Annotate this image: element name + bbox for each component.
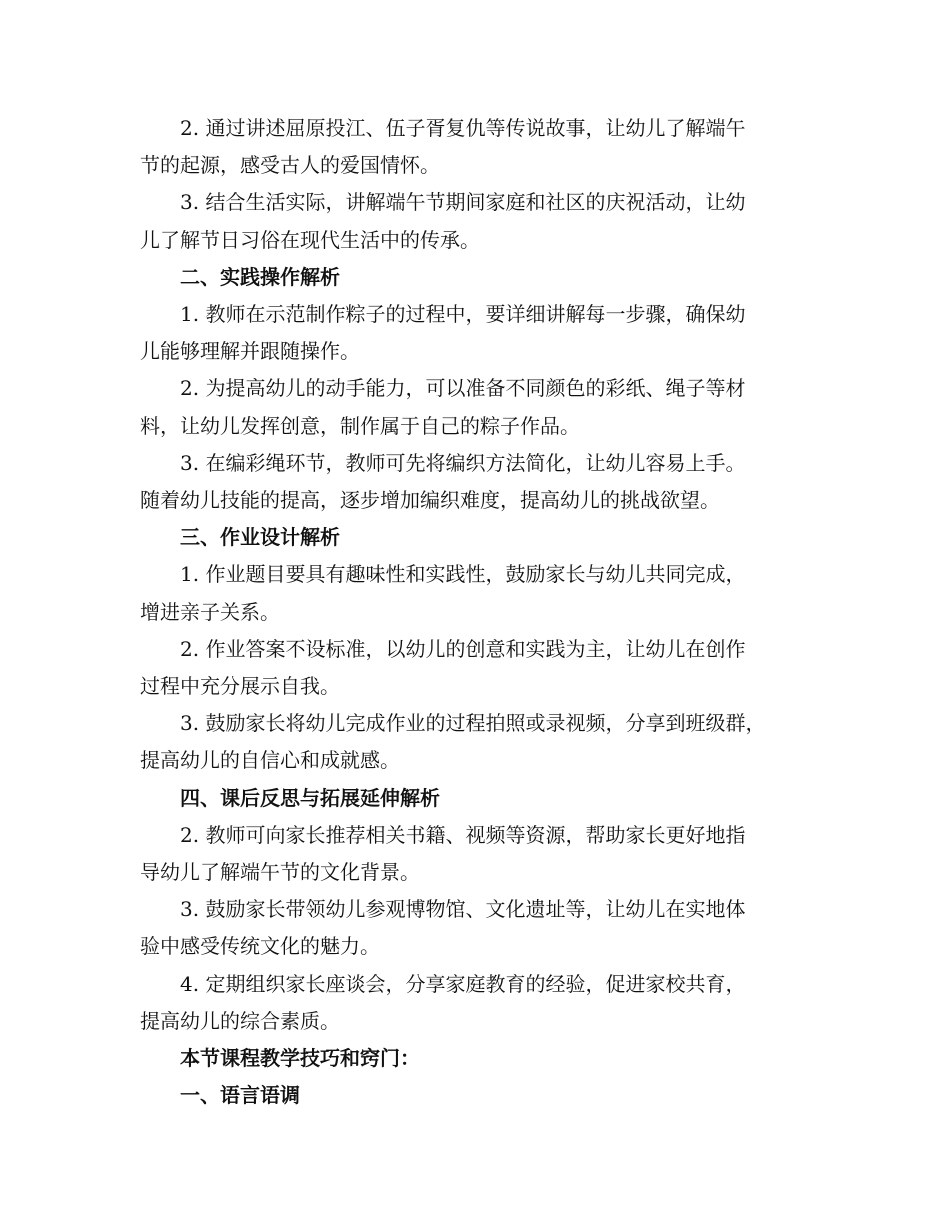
section-heading (140, 259, 810, 296)
paragraph (140, 631, 810, 705)
heading-text: 二、实践操作解析 (180, 264, 340, 289)
paragraph (140, 817, 810, 891)
heading-text: 本节课程教学技巧和窍门： (180, 1046, 420, 1071)
text-line: 3. 结合生活实际，讲解端午节期间家庭和社区的庆祝活动，让幼 (180, 190, 746, 215)
paragraph (140, 966, 810, 1040)
heading-text: 四、课后反思与拓展延伸解析 (180, 785, 440, 810)
text-line: 2. 为提高幼儿的动手能力，可以准备不同颜色的彩纸、绳子等材 (180, 376, 746, 401)
text-line: 随着幼儿技能的提高，逐步增加编织难度，提高幼儿的挑战欲望。 (140, 488, 720, 513)
text-line: 3. 鼓励家长将幼儿完成作业的过程拍照或录视频，分享到班级群， (180, 711, 766, 736)
text-line: 1. 作业题目要具有趣味性和实践性，鼓励家长与幼儿共同完成， (180, 562, 746, 587)
paragraph (140, 296, 810, 370)
section-heading (140, 1077, 810, 1114)
paragraph (140, 184, 810, 258)
text-line: 节的起源，感受古人的爱国情怀。 (140, 153, 440, 178)
text-line: 2. 教师可向家长推荐相关书籍、视频等资源，帮助家长更好地指 (180, 822, 746, 847)
paragraph (140, 110, 810, 184)
paragraph (140, 556, 810, 630)
heading-text: 一、语言语调 (180, 1083, 300, 1108)
section-heading (140, 519, 810, 556)
paragraph (140, 370, 810, 444)
text-line: 3. 在编彩绳环节，教师可先将编织方法简化，让幼儿容易上手。 (180, 450, 746, 475)
text-line: 导幼儿了解端午节的文化背景。 (140, 860, 420, 885)
text-line: 提高幼儿的自信心和成就感。 (140, 748, 400, 773)
text-line: 料，让幼儿发挥创意，制作属于自己的粽子作品。 (140, 413, 580, 438)
paragraph (140, 705, 810, 779)
text-line: 2. 作业答案不设标准，以幼儿的创意和实践为主，让幼儿在创作 (180, 636, 746, 661)
text-line: 儿了解节日习俗在现代生活中的传承。 (140, 227, 480, 252)
text-line: 1. 教师在示范制作粽子的过程中，要详细讲解每一步骤，确保幼 (180, 302, 746, 327)
text-line: 提高幼儿的综合素质。 (140, 1008, 340, 1033)
section-heading (140, 1040, 810, 1077)
paragraph (140, 445, 810, 519)
text-line: 增进亲子关系。 (140, 599, 280, 624)
paragraph (140, 891, 810, 965)
heading-text: 三、作业设计解析 (180, 525, 340, 550)
section-heading (140, 780, 810, 817)
document-body (140, 110, 810, 1114)
text-line: 过程中充分展示自我。 (140, 674, 340, 699)
text-line: 儿能够理解并跟随操作。 (140, 339, 360, 364)
text-line: 3. 鼓励家长带领幼儿参观博物馆、文化遗址等，让幼儿在实地体 (180, 897, 746, 922)
text-line: 4. 定期组织家长座谈会，分享家庭教育的经验，促进家校共育， (180, 971, 746, 996)
text-line: 验中感受传统文化的魅力。 (140, 934, 380, 959)
text-line: 2. 通过讲述屈原投江、伍子胥复仇等传说故事，让幼儿了解端午 (180, 116, 746, 140)
